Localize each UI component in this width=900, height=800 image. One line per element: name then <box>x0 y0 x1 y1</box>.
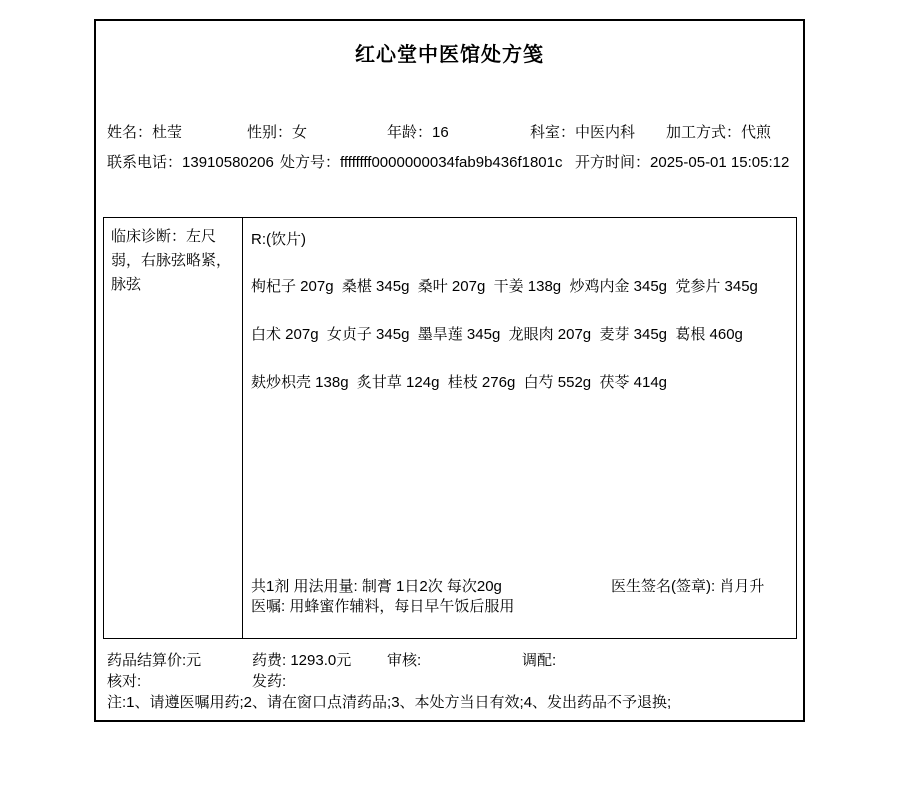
patient-age-field <box>387 125 449 140</box>
herb-line: 枸杞子 207g 桑椹 345g 桑叶 207g 干姜 138g 炒鸡内金 345g 党参片 345g <box>251 278 758 295</box>
check-field: 核对: <box>107 673 142 690</box>
rx-number-label: 处方号： <box>280 154 341 171</box>
doctor-signature-label: 医生签名(签章): <box>611 578 720 595</box>
patient-age-label: 年龄： <box>387 124 433 141</box>
processing-field <box>666 125 771 140</box>
prescription-box <box>103 217 797 639</box>
review-field: 审核: <box>387 652 422 669</box>
rx-date-field <box>575 155 789 170</box>
processing-label: 加工方式： <box>666 124 742 141</box>
patient-gender-label: 性别： <box>247 124 293 141</box>
dispense-field: 发药: <box>252 673 287 690</box>
rx-number-value: ffffffff0000000034fab9b436f1801c <box>340 154 563 171</box>
phone-label: 联系电话： <box>107 154 183 171</box>
herb-line: 白术 207g 女贞子 345g 墨旱莲 345g 龙眼肉 207g 麦芽 345g 葛根 460g <box>251 326 743 343</box>
diagnosis-panel <box>104 218 243 638</box>
phone-field <box>107 155 274 170</box>
usage-line: 共1剂 用法用量: 制膏 1日2次 每次20g <box>251 578 502 595</box>
rx-date-label: 开方时间： <box>575 154 651 171</box>
patient-age-value: 16 <box>432 124 449 141</box>
patient-name-field <box>107 125 182 140</box>
department-field <box>530 125 635 140</box>
prescription-panel <box>243 218 796 638</box>
fee-field <box>252 653 351 668</box>
page-title: 红心堂中医馆处方笺 <box>355 44 544 66</box>
department-label: 科室： <box>530 124 576 141</box>
patient-name-label: 姓名： <box>107 124 153 141</box>
processing-value: 代煎 <box>741 124 772 141</box>
diagnosis-label: 临床诊断： <box>111 228 187 245</box>
prescription-sheet <box>94 19 805 722</box>
fee-value: 1293.0元 <box>290 652 352 669</box>
patient-name-value: 杜莹 <box>152 124 183 141</box>
doctor-signature-field <box>611 578 764 595</box>
settle-price-field: 药品结算价:元 <box>107 652 202 669</box>
phone-value: 13910580206 <box>182 154 274 171</box>
fee-label: 药费: <box>252 652 291 669</box>
patient-gender-value: 女 <box>292 124 308 141</box>
instructions-line: 医嘱: 用蜂蜜作辅料，每日早午饭后服用 <box>251 598 515 615</box>
rx-number-field <box>280 155 562 170</box>
diagnosis-text: 左尺弱，右脉弦略紧，脉弦 <box>111 228 232 293</box>
notes-line: 注:1、请遵医嘱用药;2、请在窗口点清药品;3、本处方当日有效;4、发出药品不予退换; <box>107 694 672 711</box>
department-value: 中医内科 <box>575 124 636 141</box>
herb-line: 麸炒枳壳 138g 炙甘草 124g 桂枝 276g 白芍 552g 茯苓 414g <box>251 374 668 391</box>
prepare-field: 调配: <box>522 652 557 669</box>
rx-date-value: 2025-05-01 15:05:12 <box>650 154 790 171</box>
doctor-signature-name: 肖月升 <box>719 578 765 595</box>
rx-header: R:(饮片) <box>251 231 306 248</box>
patient-gender-field <box>247 125 307 140</box>
